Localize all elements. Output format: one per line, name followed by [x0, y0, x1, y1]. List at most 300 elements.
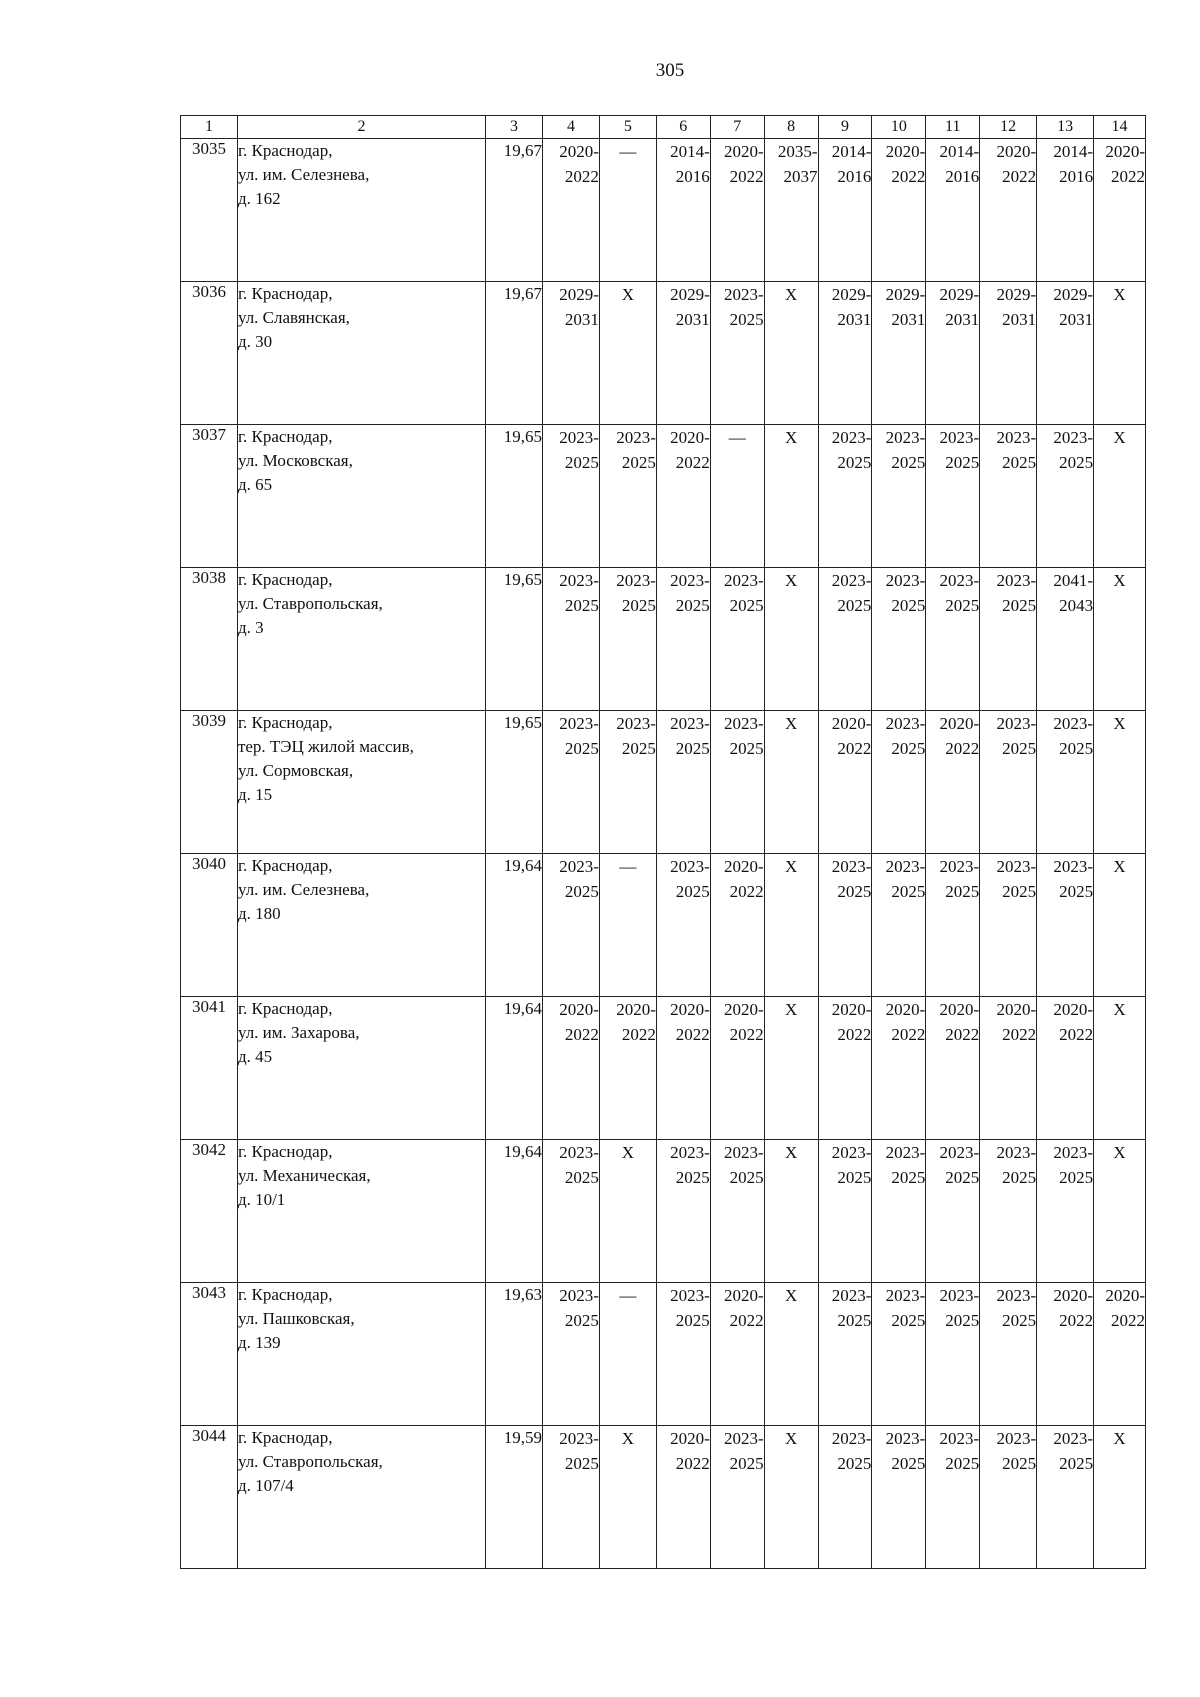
period-line: 2025: [1059, 882, 1094, 901]
period-line: 2023-: [1053, 714, 1094, 733]
period-line: 2023-: [996, 714, 1037, 733]
period-cell-col-11: [926, 1283, 980, 1426]
period-line: 2022: [729, 1025, 764, 1044]
period-line: 2023-: [559, 428, 599, 447]
period-line: 2020-: [939, 714, 980, 733]
period-line: 2025: [564, 1168, 599, 1187]
address-line: д. 10/1: [237, 1190, 286, 1209]
period-line: 2023-: [670, 714, 710, 733]
period-line: 2020-: [616, 1000, 656, 1019]
address-line: г. Краснодар,: [237, 427, 333, 446]
address-line: г. Краснодар,: [237, 713, 333, 732]
address-line: д. 162: [237, 189, 281, 208]
period-line: 2014-: [1053, 142, 1094, 161]
period-cell-col-4: [542, 1283, 599, 1426]
period-cell-col-10: [872, 1426, 926, 1569]
period-line: 2029-: [559, 285, 599, 304]
period-line: 2025: [837, 1454, 872, 1473]
score-cell: 19,67: [486, 139, 543, 282]
dash-mark: —: [619, 142, 637, 161]
period-line: 2020-: [723, 142, 764, 161]
period-line: 2025: [891, 1311, 926, 1330]
score-cell: 19,67: [486, 282, 543, 425]
period-cell-col-11: [926, 854, 980, 997]
period-line: 2025: [1002, 453, 1037, 472]
period-cell-col-12: [980, 1140, 1037, 1283]
period-cell-col-4: [542, 711, 599, 854]
period-line: 2025: [1059, 1454, 1094, 1473]
period-line: 2023-: [670, 1286, 710, 1305]
period-cell-col-14: [1094, 854, 1146, 997]
period-cell-col-13: [1037, 425, 1094, 568]
period-line: 2025: [621, 596, 656, 615]
period-cell-col-6: [656, 1140, 710, 1283]
period-line: 2020-: [996, 1000, 1037, 1019]
period-line: 2023-: [559, 571, 599, 590]
period-line: 2031: [837, 310, 872, 329]
period-line: 2023-: [559, 1143, 599, 1162]
period-line: 2025: [837, 1311, 872, 1330]
score-cell: 19,65: [486, 711, 543, 854]
not-applicable-mark: X: [1113, 285, 1126, 304]
period-cell-col-4: [542, 282, 599, 425]
period-line: 2023-: [939, 571, 980, 590]
row-number: 3037: [181, 425, 238, 568]
column-header-14: 14: [1094, 116, 1146, 139]
period-line: 2025: [729, 1454, 764, 1473]
period-line: 2022: [729, 882, 764, 901]
period-line: 2016: [837, 167, 872, 186]
period-cell-col-5: [599, 1426, 656, 1569]
period-line: 2025: [729, 596, 764, 615]
not-applicable-mark: X: [784, 1286, 798, 1305]
period-cell-col-10: [872, 425, 926, 568]
not-applicable-mark: X: [1113, 571, 1126, 590]
period-line: 2022: [1002, 1025, 1037, 1044]
period-line: 2025: [564, 882, 599, 901]
period-cell-col-13: [1037, 1283, 1094, 1426]
period-line: 2025: [837, 596, 872, 615]
period-line: 2025: [837, 453, 872, 472]
not-applicable-mark: X: [784, 1143, 798, 1162]
period-line: 2025: [1002, 882, 1037, 901]
period-line: 2023-: [939, 428, 980, 447]
period-cell-col-11: [926, 282, 980, 425]
period-cell-col-11: [926, 711, 980, 854]
score-cell: 19,63: [486, 1283, 543, 1426]
period-cell-col-10: [872, 1140, 926, 1283]
period-line: 2014-: [939, 142, 980, 161]
period-line: 2023-: [1053, 1429, 1094, 1448]
period-line: 2022: [1059, 1025, 1094, 1044]
period-cell-col-11: [926, 1426, 980, 1569]
score-cell: 19,64: [486, 1140, 543, 1283]
page-number: 305: [655, 60, 685, 81]
period-line: 2025: [945, 1311, 980, 1330]
column-header-9: 9: [818, 116, 872, 139]
period-line: 2022: [945, 1025, 980, 1044]
column-header-13: 13: [1037, 116, 1094, 139]
period-cell-col-13: [1037, 1426, 1094, 1569]
period-line: 2022: [837, 1025, 872, 1044]
period-line: 2023-: [831, 1286, 872, 1305]
address-line: ул. Механическая,: [237, 1166, 371, 1185]
period-line: 2023-: [559, 1286, 599, 1305]
period-line: 2023-: [723, 714, 764, 733]
period-cell-col-5: [599, 139, 656, 282]
period-cell-col-7: [710, 282, 764, 425]
period-line: 2023-: [939, 857, 980, 876]
address-line: г. Краснодар,: [237, 1428, 333, 1447]
period-line: 2025: [945, 453, 980, 472]
period-line: 2029-: [996, 285, 1037, 304]
period-cell-col-7: [710, 1283, 764, 1426]
address-line: ул. Ставропольская,: [237, 594, 383, 613]
table-row: [181, 1140, 1146, 1283]
address-line: д. 45: [237, 1047, 273, 1066]
period-cell-col-8: [764, 854, 818, 997]
period-line: 2020-: [939, 1000, 980, 1019]
period-cell-col-8: [764, 1140, 818, 1283]
address-line: ул. Сормовская,: [237, 761, 354, 780]
period-line: 2022: [891, 167, 926, 186]
period-line: 2022: [729, 167, 764, 186]
address-line: г. Краснодар,: [237, 1142, 333, 1161]
period-line: 2023-: [885, 714, 926, 733]
address-line: ул. Ставропольская,: [237, 1452, 383, 1471]
period-cell-col-5: [599, 282, 656, 425]
period-cell-col-7: [710, 711, 764, 854]
address-line: г. Краснодар,: [237, 1285, 333, 1304]
not-applicable-mark: X: [784, 714, 798, 733]
period-line: 2022: [564, 167, 599, 186]
score-cell: 19,65: [486, 425, 543, 568]
period-line: 2025: [945, 596, 980, 615]
table-row: [181, 139, 1146, 282]
period-line: 2023-: [885, 428, 926, 447]
period-cell-col-13: [1037, 139, 1094, 282]
period-line: 2022: [675, 453, 710, 472]
period-cell-col-7: [710, 1140, 764, 1283]
period-line: 2022: [564, 1025, 599, 1044]
period-line: 2023-: [996, 1143, 1037, 1162]
address-line: г. Краснодар,: [237, 141, 333, 160]
period-cell-col-14: [1094, 282, 1146, 425]
period-line: 2020-: [670, 1429, 710, 1448]
period-cell-col-9: [818, 1283, 872, 1426]
address-cell: [237, 568, 485, 711]
period-cell-col-6: [656, 1283, 710, 1426]
address-cell: [237, 139, 485, 282]
period-line: 2020-: [885, 1000, 926, 1019]
period-line: 2023-: [996, 428, 1037, 447]
period-line: 2025: [675, 1168, 710, 1187]
score-cell: 19,64: [486, 997, 543, 1140]
period-line: 2043: [1059, 596, 1094, 615]
address-cell: [237, 1426, 485, 1569]
period-cell-col-14: [1094, 425, 1146, 568]
period-cell-col-6: [656, 282, 710, 425]
table-row: [181, 568, 1146, 711]
period-line: 2025: [891, 1168, 926, 1187]
address-cell: [237, 997, 485, 1140]
period-line: 2020-: [1053, 1000, 1094, 1019]
period-cell-col-11: [926, 997, 980, 1140]
period-line: 2020-: [670, 1000, 710, 1019]
period-cell-col-7: [710, 854, 764, 997]
period-line: 2023-: [616, 428, 656, 447]
row-number: 3039: [181, 711, 238, 854]
period-cell-col-9: [818, 1140, 872, 1283]
period-cell-col-11: [926, 139, 980, 282]
address-line: д. 15: [237, 785, 273, 804]
period-line: 2023-: [1053, 1143, 1094, 1162]
period-line: 2020-: [559, 1000, 599, 1019]
period-cell-col-12: [980, 711, 1037, 854]
period-line: 2023-: [670, 571, 710, 590]
period-cell-col-14: [1094, 139, 1146, 282]
period-cell-col-4: [542, 568, 599, 711]
column-header-11: 11: [926, 116, 980, 139]
period-line: 2022: [621, 1025, 656, 1044]
row-number: 3035: [181, 139, 238, 282]
period-cell-col-6: [656, 425, 710, 568]
table-body: [181, 139, 1146, 1569]
period-line: 2023-: [559, 714, 599, 733]
period-cell-col-10: [872, 282, 926, 425]
period-line: 2025: [945, 1168, 980, 1187]
period-line: 2016: [675, 167, 710, 186]
period-cell-col-4: [542, 1140, 599, 1283]
period-cell-col-9: [818, 1426, 872, 1569]
period-line: 2031: [945, 310, 980, 329]
column-header-8: 8: [764, 116, 818, 139]
period-cell-col-8: [764, 1426, 818, 1569]
period-line: 2020-: [723, 1000, 764, 1019]
address-line: г. Краснодар,: [237, 999, 333, 1018]
column-header-3: 3: [486, 116, 543, 139]
period-cell-col-6: [656, 711, 710, 854]
period-cell-col-10: [872, 568, 926, 711]
period-line: 2022: [891, 1025, 926, 1044]
period-line: 2031: [675, 310, 710, 329]
not-applicable-mark: X: [784, 1000, 798, 1019]
dash-mark: —: [728, 428, 746, 447]
score-cell: 19,65: [486, 568, 543, 711]
period-cell-col-6: [656, 139, 710, 282]
row-number: 3041: [181, 997, 238, 1140]
column-header-12: 12: [980, 116, 1037, 139]
period-line: 2022: [1002, 167, 1037, 186]
period-line: 2020-: [996, 142, 1037, 161]
table-row: [181, 1283, 1146, 1426]
period-cell-col-4: [542, 1426, 599, 1569]
row-number: 3036: [181, 282, 238, 425]
period-line: 2025: [675, 596, 710, 615]
address-line: ул. Московская,: [237, 451, 353, 470]
period-line: 2020-: [670, 428, 710, 447]
period-line: 2025: [621, 453, 656, 472]
period-cell-col-7: [710, 997, 764, 1140]
column-header-2: 2: [237, 116, 485, 139]
period-line: 2025: [891, 882, 926, 901]
period-line: 2031: [1059, 310, 1094, 329]
period-cell-col-8: [764, 711, 818, 854]
period-cell-col-14: [1094, 1283, 1146, 1426]
period-line: 2029-: [831, 285, 872, 304]
period-line: 2016: [945, 167, 980, 186]
period-cell-col-8: [764, 282, 818, 425]
period-line: 2016: [1059, 167, 1094, 186]
address-line: тер. ТЭЦ жилой массив,: [237, 737, 414, 756]
period-line: 2025: [1002, 1311, 1037, 1330]
table-row: [181, 711, 1146, 854]
period-line: 2035-: [777, 142, 818, 161]
period-cell-col-12: [980, 568, 1037, 711]
period-cell-col-5: [599, 568, 656, 711]
table-row: [181, 1426, 1146, 1569]
address-line: г. Краснодар,: [237, 284, 333, 303]
period-line: 2023-: [670, 857, 710, 876]
period-cell-col-7: [710, 139, 764, 282]
period-cell-col-9: [818, 997, 872, 1140]
period-cell-col-8: [764, 568, 818, 711]
period-line: 2023-: [831, 428, 872, 447]
period-cell-col-10: [872, 139, 926, 282]
score-cell: 19,64: [486, 854, 543, 997]
period-cell-col-14: [1094, 1140, 1146, 1283]
period-line: 2020-: [1105, 1286, 1145, 1305]
period-line: 2023-: [831, 1429, 872, 1448]
period-cell-col-5: [599, 1140, 656, 1283]
period-cell-col-4: [542, 854, 599, 997]
period-line: 2023-: [996, 1286, 1037, 1305]
period-line: 2025: [729, 739, 764, 758]
period-line: 2023-: [996, 1429, 1037, 1448]
address-line: д. 139: [237, 1333, 281, 1352]
period-line: 2023-: [1053, 857, 1094, 876]
period-cell-col-13: [1037, 282, 1094, 425]
address-cell: [237, 711, 485, 854]
not-applicable-mark: X: [1113, 1429, 1126, 1448]
not-applicable-mark: X: [621, 1143, 635, 1162]
period-line: 2023-: [723, 571, 764, 590]
period-line: 2025: [564, 1454, 599, 1473]
period-line: 2025: [675, 1311, 710, 1330]
period-cell-col-8: [764, 425, 818, 568]
address-line: д. 30: [237, 332, 273, 351]
period-line: 2025: [675, 739, 710, 758]
period-line: 2025: [891, 739, 926, 758]
not-applicable-mark: X: [1113, 1143, 1126, 1162]
period-cell-col-6: [656, 568, 710, 711]
period-cell-col-7: [710, 425, 764, 568]
row-number: 3043: [181, 1283, 238, 1426]
column-header-6: 6: [656, 116, 710, 139]
period-line: 2023-: [723, 1429, 764, 1448]
period-cell-col-11: [926, 425, 980, 568]
period-line: 2029-: [939, 285, 980, 304]
period-line: 2025: [837, 1168, 872, 1187]
table-row: [181, 854, 1146, 997]
period-line: 2037: [783, 167, 818, 186]
period-cell-col-13: [1037, 854, 1094, 997]
period-line: 2025: [891, 453, 926, 472]
period-line: 2023-: [723, 1143, 764, 1162]
period-cell-col-12: [980, 1426, 1037, 1569]
period-cell-col-9: [818, 139, 872, 282]
period-cell-col-14: [1094, 711, 1146, 854]
period-cell-col-7: [710, 1426, 764, 1569]
period-cell-col-10: [872, 854, 926, 997]
period-cell-col-5: [599, 854, 656, 997]
address-line: ул. Славянская,: [237, 308, 350, 327]
period-cell-col-8: [764, 139, 818, 282]
period-cell-col-9: [818, 282, 872, 425]
period-cell-col-6: [656, 997, 710, 1140]
period-cell-col-10: [872, 1283, 926, 1426]
period-line: 2023-: [939, 1429, 980, 1448]
period-cell-col-13: [1037, 711, 1094, 854]
address-line: д. 65: [237, 475, 273, 494]
period-line: 2029-: [885, 285, 926, 304]
period-cell-col-9: [818, 854, 872, 997]
period-line: 2025: [1059, 1168, 1094, 1187]
row-number: 3040: [181, 854, 238, 997]
period-line: 2020-: [559, 142, 599, 161]
period-line: 2025: [564, 739, 599, 758]
period-line: 2022: [675, 1454, 710, 1473]
not-applicable-mark: X: [1113, 1000, 1126, 1019]
period-cell-col-13: [1037, 997, 1094, 1140]
period-line: 2023-: [939, 1286, 980, 1305]
address-cell: [237, 1283, 485, 1426]
period-line: 2023-: [885, 1286, 926, 1305]
period-cell-col-12: [980, 1283, 1037, 1426]
address-line: ул. им. Селезнева,: [237, 165, 370, 184]
period-line: 2023-: [939, 1143, 980, 1162]
period-cell-col-12: [980, 282, 1037, 425]
period-line: 2022: [729, 1311, 764, 1330]
not-applicable-mark: X: [784, 428, 798, 447]
period-line: 2025: [945, 1454, 980, 1473]
period-cell-col-4: [542, 139, 599, 282]
address-cell: [237, 282, 485, 425]
not-applicable-mark: X: [1113, 857, 1126, 876]
period-line: 2031: [1002, 310, 1037, 329]
address-line: д. 180: [237, 904, 281, 923]
period-line: 2025: [729, 310, 764, 329]
period-line: 2023-: [885, 857, 926, 876]
period-line: 2025: [675, 882, 710, 901]
period-line: 2022: [945, 739, 980, 758]
period-line: 2025: [1002, 596, 1037, 615]
period-line: 2023-: [670, 1143, 710, 1162]
dash-mark: —: [619, 857, 637, 876]
dash-mark: —: [619, 1286, 637, 1305]
period-line: 2025: [891, 596, 926, 615]
period-line: 2025: [891, 1454, 926, 1473]
period-line: 2023-: [885, 571, 926, 590]
table-row: [181, 997, 1146, 1140]
period-line: 2023-: [996, 571, 1037, 590]
column-header-4: 4: [542, 116, 599, 139]
period-cell-col-9: [818, 568, 872, 711]
period-line: 2023-: [1053, 428, 1094, 447]
column-number-header-row: [181, 116, 1146, 139]
column-header-7: 7: [710, 116, 764, 139]
column-header-1: 1: [181, 116, 238, 139]
